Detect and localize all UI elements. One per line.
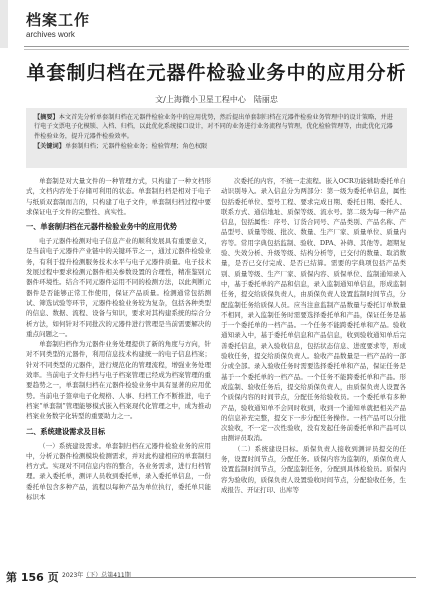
section-heading-2: 二、系统建设需求及目标 — [26, 426, 106, 436]
section2-paragraph-1: （一）系统建设需求。单套制归档在元器件检验业务的应用中，分析元器件检测模块检测需求，并对此构建相应的单套制归档方式。实现对不同信息内容的整合，各业务需求，进行归档管理。录入委托单，测评人员收到委托单，录入委托单信息，一份委托单包含多种产品，流程以每种产品为单位执行，委托单只能标识本 — [26, 441, 211, 502]
column-label-zh: 档案工作 — [26, 11, 91, 29]
header-rule — [24, 46, 409, 47]
section1-paragraph-1: 电子元器件检测对电子信息产业的顺利发展具有重要意义，是当前电子元器件产业链中的关键环节之一，通过元器件检验业务，有利于提升检测服务技术水平与电子元器件质量。电子技术发展过程中要求检测元器件相关参数设置的合理性，精准鉴别元器件环境性。结合不同元器件运用不同的检测方法，以此判断元器件是否能够正常工作使用，保证产品质量。检测通常包括测试、筛选试验等环节，元器件检验业务较为复杂，包括各种类型的信息、数据、流程、设备与知识，要求对其构建系统的综合分析方法，如何针对不同批次的元器件进行管理是当前需要解决的重点问题之一。 — [26, 237, 211, 338]
keywords-text: 单套制归档；元器件检验业务；检验管理；角色权限 — [64, 143, 208, 151]
left-column — [26, 176, 211, 502]
header-band — [0, 0, 8, 48]
abstract-label: 【摘要】 — [34, 114, 59, 121]
issue-info: 2023年（下）总第411期 — [62, 572, 131, 579]
right-paragraph-1: 次委托的内容，不统一走流程。嵌入OCR功能辅助委托单自动识别导入。录入信息分为两部分：第一级为委托单信息，属性包括委托单位、型号工程、要求完成日期、委托日期、委托人、联系方式、通信地址、质保等级、流水号。第二级为每一种产品信息，包括属性：序号、订货合同号、产品类别、产品名称、产品型号、质量等级、批次、数量、生产厂家、质量单位、质量内容等。常用字典包括监制、验收、DPA、补筛、其他等。超期复验、失效分析、升级等级、结构分析等，已交付的数量、取消数量，是否已交付完成、是否已结算。需要的字典项包括产品类别、质量等级、生产厂家、质保内容、质保单位、监制通知录入中，基于委托单的产品和信息，录入监制通知单信息，形成监制任务，提交给质保负责人，由质保负责人设置监制时间节点，分配监制任务给质保人员。应当注意监制产品数量与委托订单数量不相同，录入监制任务时需要选择委托单和产品，保证任务是基于一个委托单的一档产品。一个任务不能跨委托单和产品。验收通知录入中，基于委托单信息和产品信息，收到验收通知单后完善委托信息，录入验收信息，包括状态信息、进度要求等，形成验收任务，提交给质保负责人。验收产品数量是一档产品的一部分或全部。录入验收任务时需要选择委托单和产品，保证任务是基于一个委托单的一档产品。一个任务不能跨委托单和产品。形成监制、验收任务后，提交给质保负责人，由质保负责人设置各个质保内容的时间节点，分配任务给验收员。一个委托单有多种产品，验收通知单不会同时收到，收到一个通知单就把相关产品的信息补充完整，提交下一步分配任务操作。一档产品可以分批次验收，不一定一次性验收，没有发起任务前委托单和产品可以由测评员取消。 — [221, 177, 406, 443]
column-label — [26, 12, 90, 40]
column-label-en: archives work — [26, 30, 75, 39]
right-paragraph-2: （二）系统建设目标。质保负责人接收到测评员提交的任务，设置时间节点，分配任务。质保内容为监制的，质保负责人设置监制时间节点，分配监制任务，分配到具体检验员。质保内容为验收的，质保负责人设置验收时间节点，分配验收任务，生成报告、开证打印、出库等 — [221, 444, 406, 494]
right-column — [221, 176, 406, 495]
abstract-paragraph — [26, 108, 407, 141]
abstract-text: 本文首先分析单套制归档在元器件检验业务中的应用优势，然后提出单套制归档在元器件检验业务管理中的设计策略，并进行电子文票电子化模锁、入档、归档，以此优化系统接口设计，对不同的业务进行业务流程与管理，优化检验管理等，由此优化元器件检验业务，提升元器件检验效率。 — [34, 114, 393, 140]
footer-rule — [86, 577, 416, 578]
header-rule-thin — [24, 49, 409, 50]
article-title: 单套制归档在元器件检验业务中的应用分析 — [26, 62, 407, 84]
keywords-paragraph — [26, 141, 407, 151]
page-number: 第 156 页 — [6, 571, 59, 584]
abstract-box — [26, 108, 407, 168]
section-heading-1: 一、单套制归档在元器件检验业务中的应用优势 — [26, 222, 177, 232]
section1-paragraph-2: 单套制归档作为元器件业务处理提供了新的角度与方向，针对不同类型的元器件，利用信息技术构建统一的电子信息档案；针对不同类型的元器件，进行规范化的管理流程，增强业务处理效率。当前电子文件归档与电子档案管理已经成为档案管理的重要趋势之一，单套制归档在元器件检验业务中具有显著的应用优势。当前电子签章电子化规格、人事、归档工作不断推进，电子档案“单套制”管理能够模式嵌入档案现代化管理之中，成为推动档案业务数字化转型的重要助力之一。 — [26, 340, 211, 421]
intro-paragraph: 单套制是对大量文件的一种管理方式，只构建了一种文档形式，文档内容处于存储可利用的状态。单套制归档是相对于电子与纸质双套制而言的，只构建了电子文件，单套制归档过程中要求保证电子文件的完整性、真实性。 — [26, 177, 211, 216]
page-footer — [0, 568, 427, 589]
keywords-label: 【关键词】 — [34, 143, 65, 151]
article-byline: 文/上海微小卫星工程中心 陆丽忠 — [155, 95, 278, 104]
